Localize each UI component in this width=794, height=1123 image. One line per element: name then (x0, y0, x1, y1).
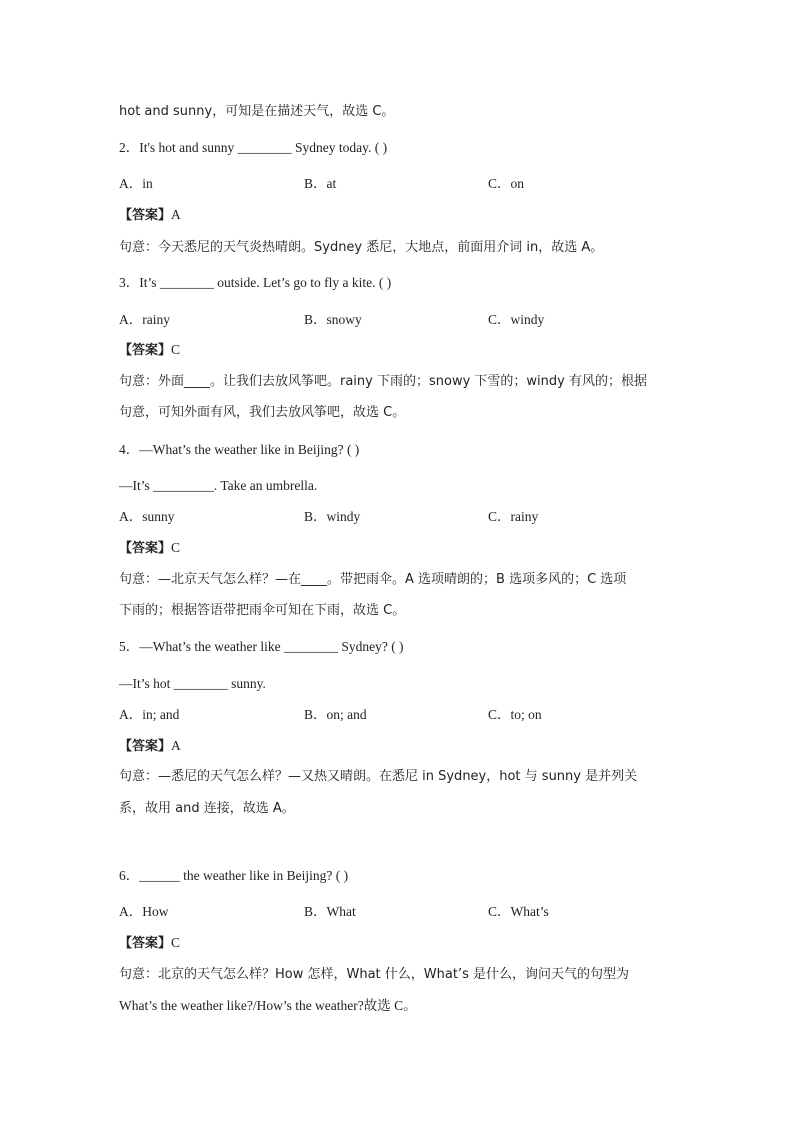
answer-label: 【答案】 (119, 739, 172, 754)
question-6-explanation-line-2: What’s the weather like?/How’s the weather?故选 C。 (119, 998, 417, 1013)
question-5-answer (119, 736, 181, 757)
answer-value: C (171, 540, 181, 555)
question-3-stem: 3．It’s ________ outside. Let’s go to fly a kite. ( ) (119, 275, 392, 290)
question-5-stem: 5．—What’s the weather like ________ Sydney? ( ) (119, 639, 404, 654)
question-5-explanation-line-1: 句意：—悉尼的天气怎么样？—又热又晴朗。在悉尼 in Sydney，hot 与 sunny 是并列关 (119, 769, 638, 784)
question-6-option-b: B．What (304, 904, 356, 919)
answer-value: C (171, 342, 181, 357)
question-5-stem-line-2: —It’s hot ________ sunny. (119, 676, 266, 691)
question-3-explanation-line-2: 句意，可知外面有风，我们去放风筝吧，故选 C。 (119, 405, 406, 420)
question-5-explanation-line-2: 系，故用 and 连接，故选 A。 (119, 801, 295, 816)
question-3-option-b: B．snowy (304, 312, 362, 327)
question-2-option-a: A．in (119, 176, 153, 191)
question-4-explanation-line-2: 下雨的；根据答语带把雨伞可知在下雨，故选 C。 (119, 603, 406, 618)
question-2-option-c: C．on (488, 176, 525, 191)
answer-value: A (171, 207, 181, 222)
question-4-stem: 4．—What’s the weather like in Beijing? ( ) (119, 442, 360, 457)
question-4-explanation-line-1: 句意：—北京天气怎么样？—在____。带把雨伞。A 选项晴朗的；B 选项多风的；C 选项 (119, 572, 627, 587)
question-2-option-b: B．at (304, 176, 337, 191)
question-6-answer (119, 933, 180, 954)
answer-value: C (171, 935, 181, 950)
question-3-option-a: A．rainy (119, 312, 170, 327)
question-5-option-a: A．in; and (119, 707, 180, 722)
answer-value: A (171, 738, 181, 753)
question-2-stem: 2．It's hot and sunny ________ Sydney today. ( ) (119, 140, 388, 155)
question-3-option-c: C．windy (488, 312, 545, 327)
question-2-answer (119, 205, 181, 226)
answer-label: 【答案】 (119, 541, 172, 556)
question-6-option-a: A．How (119, 904, 169, 919)
question-6-stem: 6．______ the weather like in Beijing? ( ) (119, 868, 349, 883)
question-4-option-a: A．sunny (119, 509, 175, 524)
question-6-option-c: C．What’s (488, 904, 549, 919)
intro-line: hot and sunny，可知是在描述天气，故选 C。 (119, 104, 395, 119)
question-3-explanation-line-1: 句意：外面____。让我们去放风筝吧。rainy 下雨的；snowy 下雪的；windy 有风的；根据 (119, 374, 647, 389)
question-4-stem-line-2: —It’s _________. Take an umbrella. (119, 478, 318, 493)
question-6-explanation-line-1: 句意：北京的天气怎么样？How 怎样，What 什么，What’s 是什么，询问天气的句型为 (119, 967, 629, 982)
answer-label: 【答案】 (119, 343, 172, 358)
question-3-answer (119, 340, 180, 361)
answer-label: 【答案】 (119, 936, 172, 951)
answer-label: 【答案】 (119, 208, 172, 223)
question-2-explanation-line-1: 句意：今天悉尼的天气炎热晴朗。Sydney 悉尼，大地点，前面用介词 in，故选 A。 (119, 240, 604, 255)
question-4-option-b: B．windy (304, 509, 361, 524)
question-4-answer (119, 538, 180, 559)
question-5-option-b: B．on; and (304, 707, 367, 722)
question-5-option-c: C．to; on (488, 707, 542, 722)
question-4-option-c: C．rainy (488, 509, 539, 524)
